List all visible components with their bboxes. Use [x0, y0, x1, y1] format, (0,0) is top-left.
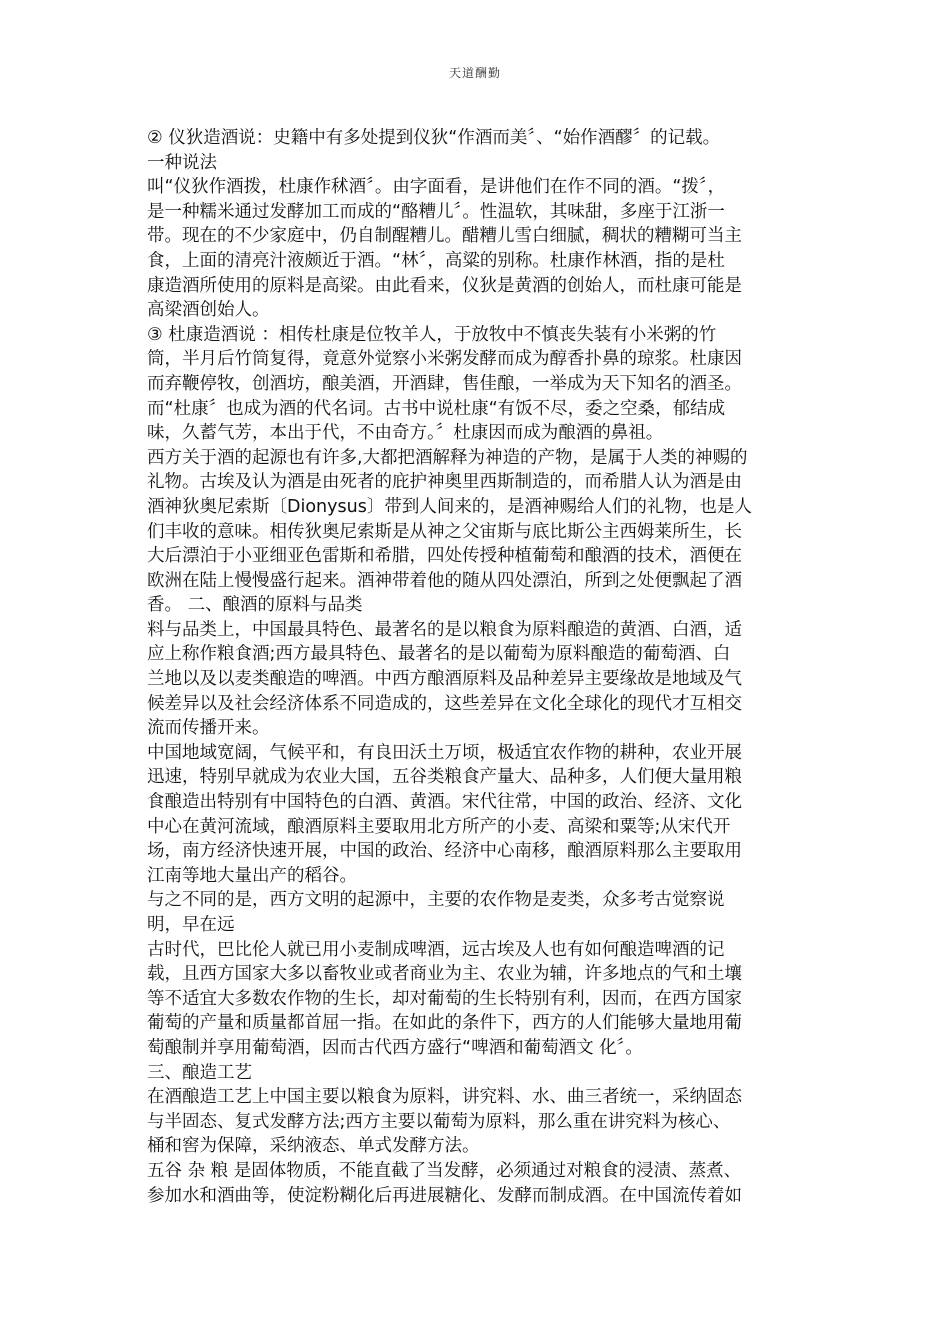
- text-line: 们丰收的意味。相传狄奥尼索斯是从神之父宙斯与底比斯公主西姆莱所生，长: [147, 521, 742, 542]
- text-line: 香。 二、酿酒的原料与品类: [147, 595, 363, 616]
- text-line: 明，早在远: [147, 915, 235, 935]
- text-line: 欧洲在陆上慢慢盛行起来。酒神带着他的随从四处漂泊，所到之处便飘起了酒: [147, 570, 742, 591]
- text-line: 中国地域宽阔，气候平和，有良田沃土万顷，极适宜农作物的耕种，农业开展: [147, 742, 742, 763]
- text-line: 葡萄的产量和质量都首屈一指。在如此的条件下，西方的人们能够大量地用葡: [147, 1013, 742, 1034]
- text-line: 场，南方经济快速开展，中国的政治、经济中心南移，酿酒原料那么主要取用: [147, 841, 742, 862]
- text-line: 康造酒所使用的原料是高梁。由此看来，仪狄是黄酒的创始人，而杜康可能是: [147, 275, 742, 296]
- text-line: 三、酿造工艺: [147, 1062, 252, 1083]
- text-line: 江南等地大量出产的稻谷。: [147, 865, 357, 886]
- text-line: 而弃鞭停牧，创酒坊，酿美酒，开酒肆，售佳酿，一举成为天下知名的酒圣。: [147, 373, 742, 394]
- page-header: 天道酬勤: [448, 66, 501, 80]
- text-line: 等不适宜大多数农作物的生长，却对葡萄的生长特别有利，因而，在西方国家: [147, 988, 742, 1009]
- text-line: 与半固态、复式发酵方法;西方主要以葡萄为原料，那么重在讲究料为核心、: [147, 1111, 731, 1132]
- text-line: 兰地以及以麦类酿造的啤酒。中西方酿酒原料及品种差异主要缘故是地域及气: [147, 669, 742, 690]
- text-line: 食酿造出特别有中国特色的白酒、黄酒。宋代往常，中国的政治、经济、文化: [147, 792, 742, 813]
- text-line: 与之不同的是，西方文明的起源中，主要的农作物是麦类，众多考古觉察说: [147, 890, 725, 911]
- text-line: 西方关于酒的起源也有许多,大都把酒解释为神造的产物，是属于人类的神赐的: [147, 447, 748, 468]
- text-line: 流而传播开来。: [147, 718, 270, 739]
- text-line: 叫“仪狄作酒拨，杜康作秫酒〞。由字面看，是讲他们在作不同的酒。“拨〞，: [147, 177, 726, 198]
- text-line: 古时代，巴比伦人就已用小麦制成啤酒，远古埃及人也有如何酿造啤酒的记: [147, 939, 725, 960]
- text-line: 高梁酒创始人。: [147, 300, 270, 321]
- text-line: 料与品类上，中国最具特色、最著名的是以粮食为原料酿造的黄酒、白酒，适: [147, 619, 742, 640]
- text-line: 筒，半月后竹筒复得，竟意外觉察小米粥发酵而成为醇香扑鼻的琼浆。杜康因: [147, 349, 742, 370]
- text-line: ② 仪狄造酒说：史籍中有多处提到仪狄“作酒而美〞、“始作酒醪〞的记载。: [147, 128, 721, 148]
- text-line: 味，久蓄气芳，本出于代，不由奇方。〞杜康因而成为酿酒的鼻祖。: [147, 423, 664, 444]
- text-line: 迅速，特别早就成为农业大国，五谷类粮食产量大、品种多，人们便大量用粮: [147, 767, 742, 788]
- text-line: 是一种糯米通过发酵加工而成的“酪糟儿〞。性温软，其味甜，多座于江浙一: [147, 201, 725, 222]
- document-body: [147, 126, 807, 1208]
- text-line: 在酒酿造工艺上中国主要以粮食为原料，讲究料、水、曲三者统一，采纳固态: [147, 1087, 742, 1108]
- text-line: 礼物。古埃及认为酒是由死者的庇护神奥里西斯制造的，而希腊人认为酒是由: [147, 472, 742, 493]
- text-line: 酒神狄奥尼索斯〔Dionysus〕带到人间来的，是酒神赐给人们的礼物，也是人: [147, 496, 752, 517]
- text-line: 应上称作粮食酒;西方最具特色、最著名的是以葡萄为原料酿造的葡萄酒、白: [147, 644, 731, 665]
- text-line: ③ 杜康造酒说 ：相传杜康是位牧羊人，于放牧中不慎丧失装有小米粥的竹: [147, 324, 717, 345]
- text-line: 带。现在的不少家庭中，仍自制醒糟儿。醋糟儿雪白细腻，稠状的糟糊可当主: [147, 226, 742, 247]
- text-line: 五谷 杂 粮 是固体物质，不能直截了当发酵，必须通过对粮食的浸渍、蒸煮、: [147, 1160, 742, 1181]
- text-line: 萄酿制并享用葡萄酒，因而古代西方盛行“啤酒和葡萄酒文 化〞。: [147, 1037, 643, 1058]
- text-line: 桶和窖为保障，采纳液态、单式发酵方法。: [147, 1136, 480, 1157]
- text-line: 大后漂泊于小亚细亚色雷斯和希腊，四处传授种植葡萄和酿酒的技术，酒便在: [147, 546, 742, 567]
- text-line: 中心在黄河流域，酿酒原料主要取用北方所产的小麦、高梁和粟等;从宋代开: [147, 816, 731, 837]
- text-line: 参加水和酒曲等，使淀粉糊化后再进展糖化、发酵而制成酒。在中国流传着如: [147, 1185, 742, 1206]
- text-line: 载，且西方国家大多以畜牧业或者商业为主、农业为辅，许多地点的气和土壤: [147, 964, 742, 985]
- text-line: 食，上面的清亮汁液颇近于酒。“林〞，高粱的别称。杜康作林酒，指的是杜: [147, 250, 725, 271]
- text-line: 一种说法: [147, 152, 217, 173]
- text-line: 候差异以及社会经济体系不同造成的，这些差异在文化全球化的现代才互相交: [147, 693, 742, 714]
- text-line: 而“杜康〞也成为酒的代名词。古书中说杜康“有饭不尽，委之空桑，郁结成: [147, 398, 726, 419]
